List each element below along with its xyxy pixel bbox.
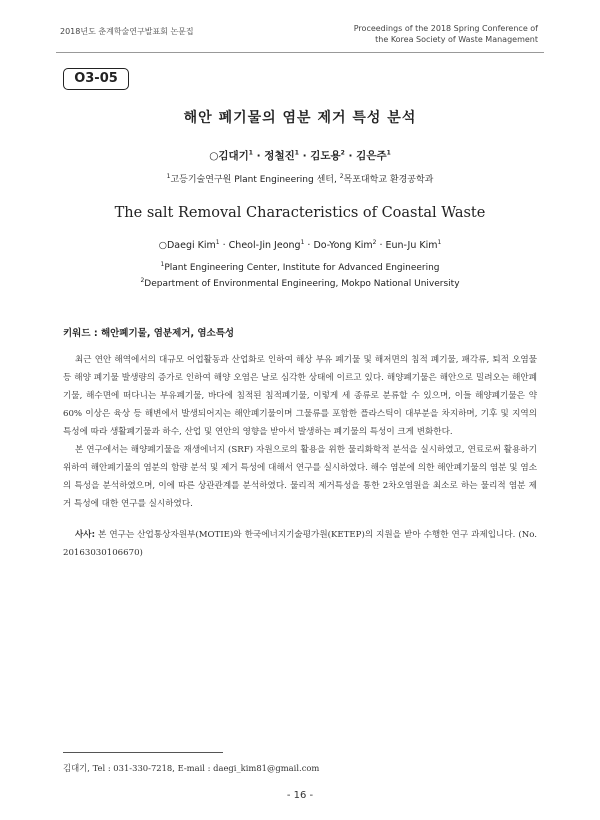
title-english: The salt Removal Characteristics of Coastal Waste [114,205,486,221]
header-en-line1: Proceedings of the 2018 Spring Conference of [353,24,538,33]
header-conference-ko: 2018년도 춘계학술연구발표회 논문집 [60,27,194,36]
author-separator: · [219,240,229,251]
author-en-1: ○Daegi Kim [158,240,216,251]
header-divider [56,52,544,53]
header-en-line2: the Korea Society of Waste Management [375,35,538,44]
acknowledgement [63,526,537,562]
body-paragraph-2: 본 연구에서는 해양폐기물을 재생에너지 (SRF) 자원으로의 활용을 위한 물리화학적 분석을 실시하였고, 연료로써 활용하기 위하여 해안폐기물의 염분의 함량 분석 및 제거 특성에 대해서 연구를 실시하였다. 해수 염분에 의한 해안폐기물의 염분 및 염소의 특성을 분석하였으며, 이에 따른 상관관계를 분석하였다. 물리적 제거특성을 통한 2차오염원을 최소로 하는 물리적 염분 제거 특성에 대한 연구를 실시하였다. [63,445,537,509]
authors-korean [0,148,600,163]
affiliations-korean [0,172,600,185]
aff-ko-1: 고등기술연구원 Plant Engineering 센터, [170,175,337,185]
aff-en-2-text: Department of Environmental Engineering, Mokpo National University [144,279,460,289]
aff-ko-2: 목포대학교 환경공학과 [343,175,434,185]
author-separator: · [304,240,314,251]
author-ko-3-aff: 2 [340,149,345,157]
aff-en-1-text: Plant Engineering Center, Institute for Advanced Engineering [164,263,440,273]
title-korean: 해안 폐기물의 염분 제거 특성 분석 [183,110,417,126]
aff-ko-1-num: 1 [166,173,171,180]
keywords-text: 해안폐기물, 염분제거, 염소특성 [100,328,235,339]
author-ko-1-aff: 1 [248,149,253,157]
author-ko-4: 김은주 [356,150,387,162]
author-separator: · [298,150,311,162]
author-ko-3: 김도용 [310,150,341,162]
author-ko-2-aff: 1 [294,149,299,157]
author-en-4-aff: 1 [437,238,442,246]
affiliation-en-2 [0,279,600,289]
author-en-2: Cheol-Jin Jeong [228,240,301,251]
aff-en-2-num: 2 [140,277,145,284]
author-en-3-aff: 2 [372,238,377,246]
affiliation-en-1 [0,263,600,273]
authors-english [0,240,600,251]
author-en-1-aff: 1 [215,238,220,246]
author-ko-2: 정철진 [264,150,295,162]
author-separator: · [344,150,357,162]
page-number: - 16 - [286,790,314,801]
author-separator: · [376,240,386,251]
author-ko-1: ○김대기 [209,150,249,162]
aff-en-1-num: 1 [160,261,165,268]
aff-ko-2-num: 2 [339,173,344,180]
author-en-3: Do-Yong Kim [313,240,373,251]
footnote-contact: 김대기, Tel : 031-330-7218, E-mail : daegi_kim81@gmail.com [63,763,320,773]
acknowledgement-label: 사사: [75,530,96,540]
author-en-4: Eun-Ju Kim [385,240,438,251]
body-paragraph-1: 최근 연안 해역에서의 대규모 어업활동과 산업화로 인하여 해상 부유 폐기물 및 해저면의 침적 폐기물, 패각류, 퇴적 오염물 등 해양 폐기물 발생량의 증가로 인하여 해양 오염은 날로 심각한 상태에 이르고 있다. 해양폐기물은 해안으로 밀려오는 해안폐기물, 해수면에 떠다니는 부유폐기물, 바다에 침적된 침적폐기물, 이렇게 세 종류로 분류할 수 있으며, 이들 해양폐기물은 약 60% 이상은 육상 등 해변에서 발생되어지는 해안폐기물이며 그물류를 포함한 플라스틱이 대부분을 차지하며, 기후 및 지역의 특성에 따라 생활폐기물과 하수, 산업 및 연안의 영향을 받아서 발생하는 폐기물의 특성이 크게 변화한다. [63,355,537,437]
body-section [63,351,537,513]
author-en-2-aff: 1 [300,238,305,246]
footnote-divider [63,752,223,753]
keywords [63,325,234,339]
paper-code-badge: O3-05 [63,68,129,90]
keywords-label: 키워드 : [63,328,98,339]
header-conference-en [354,23,538,45]
author-ko-4-aff: 1 [386,149,391,157]
acknowledgement-text: 본 연구는 산업통상자원부(MOTIE)와 한국에너지기술평가원(KETEP)의 지원을 받아 수행한 연구 과제입니다. (No. 20163030106670) [63,530,537,558]
author-separator: · [252,150,265,162]
